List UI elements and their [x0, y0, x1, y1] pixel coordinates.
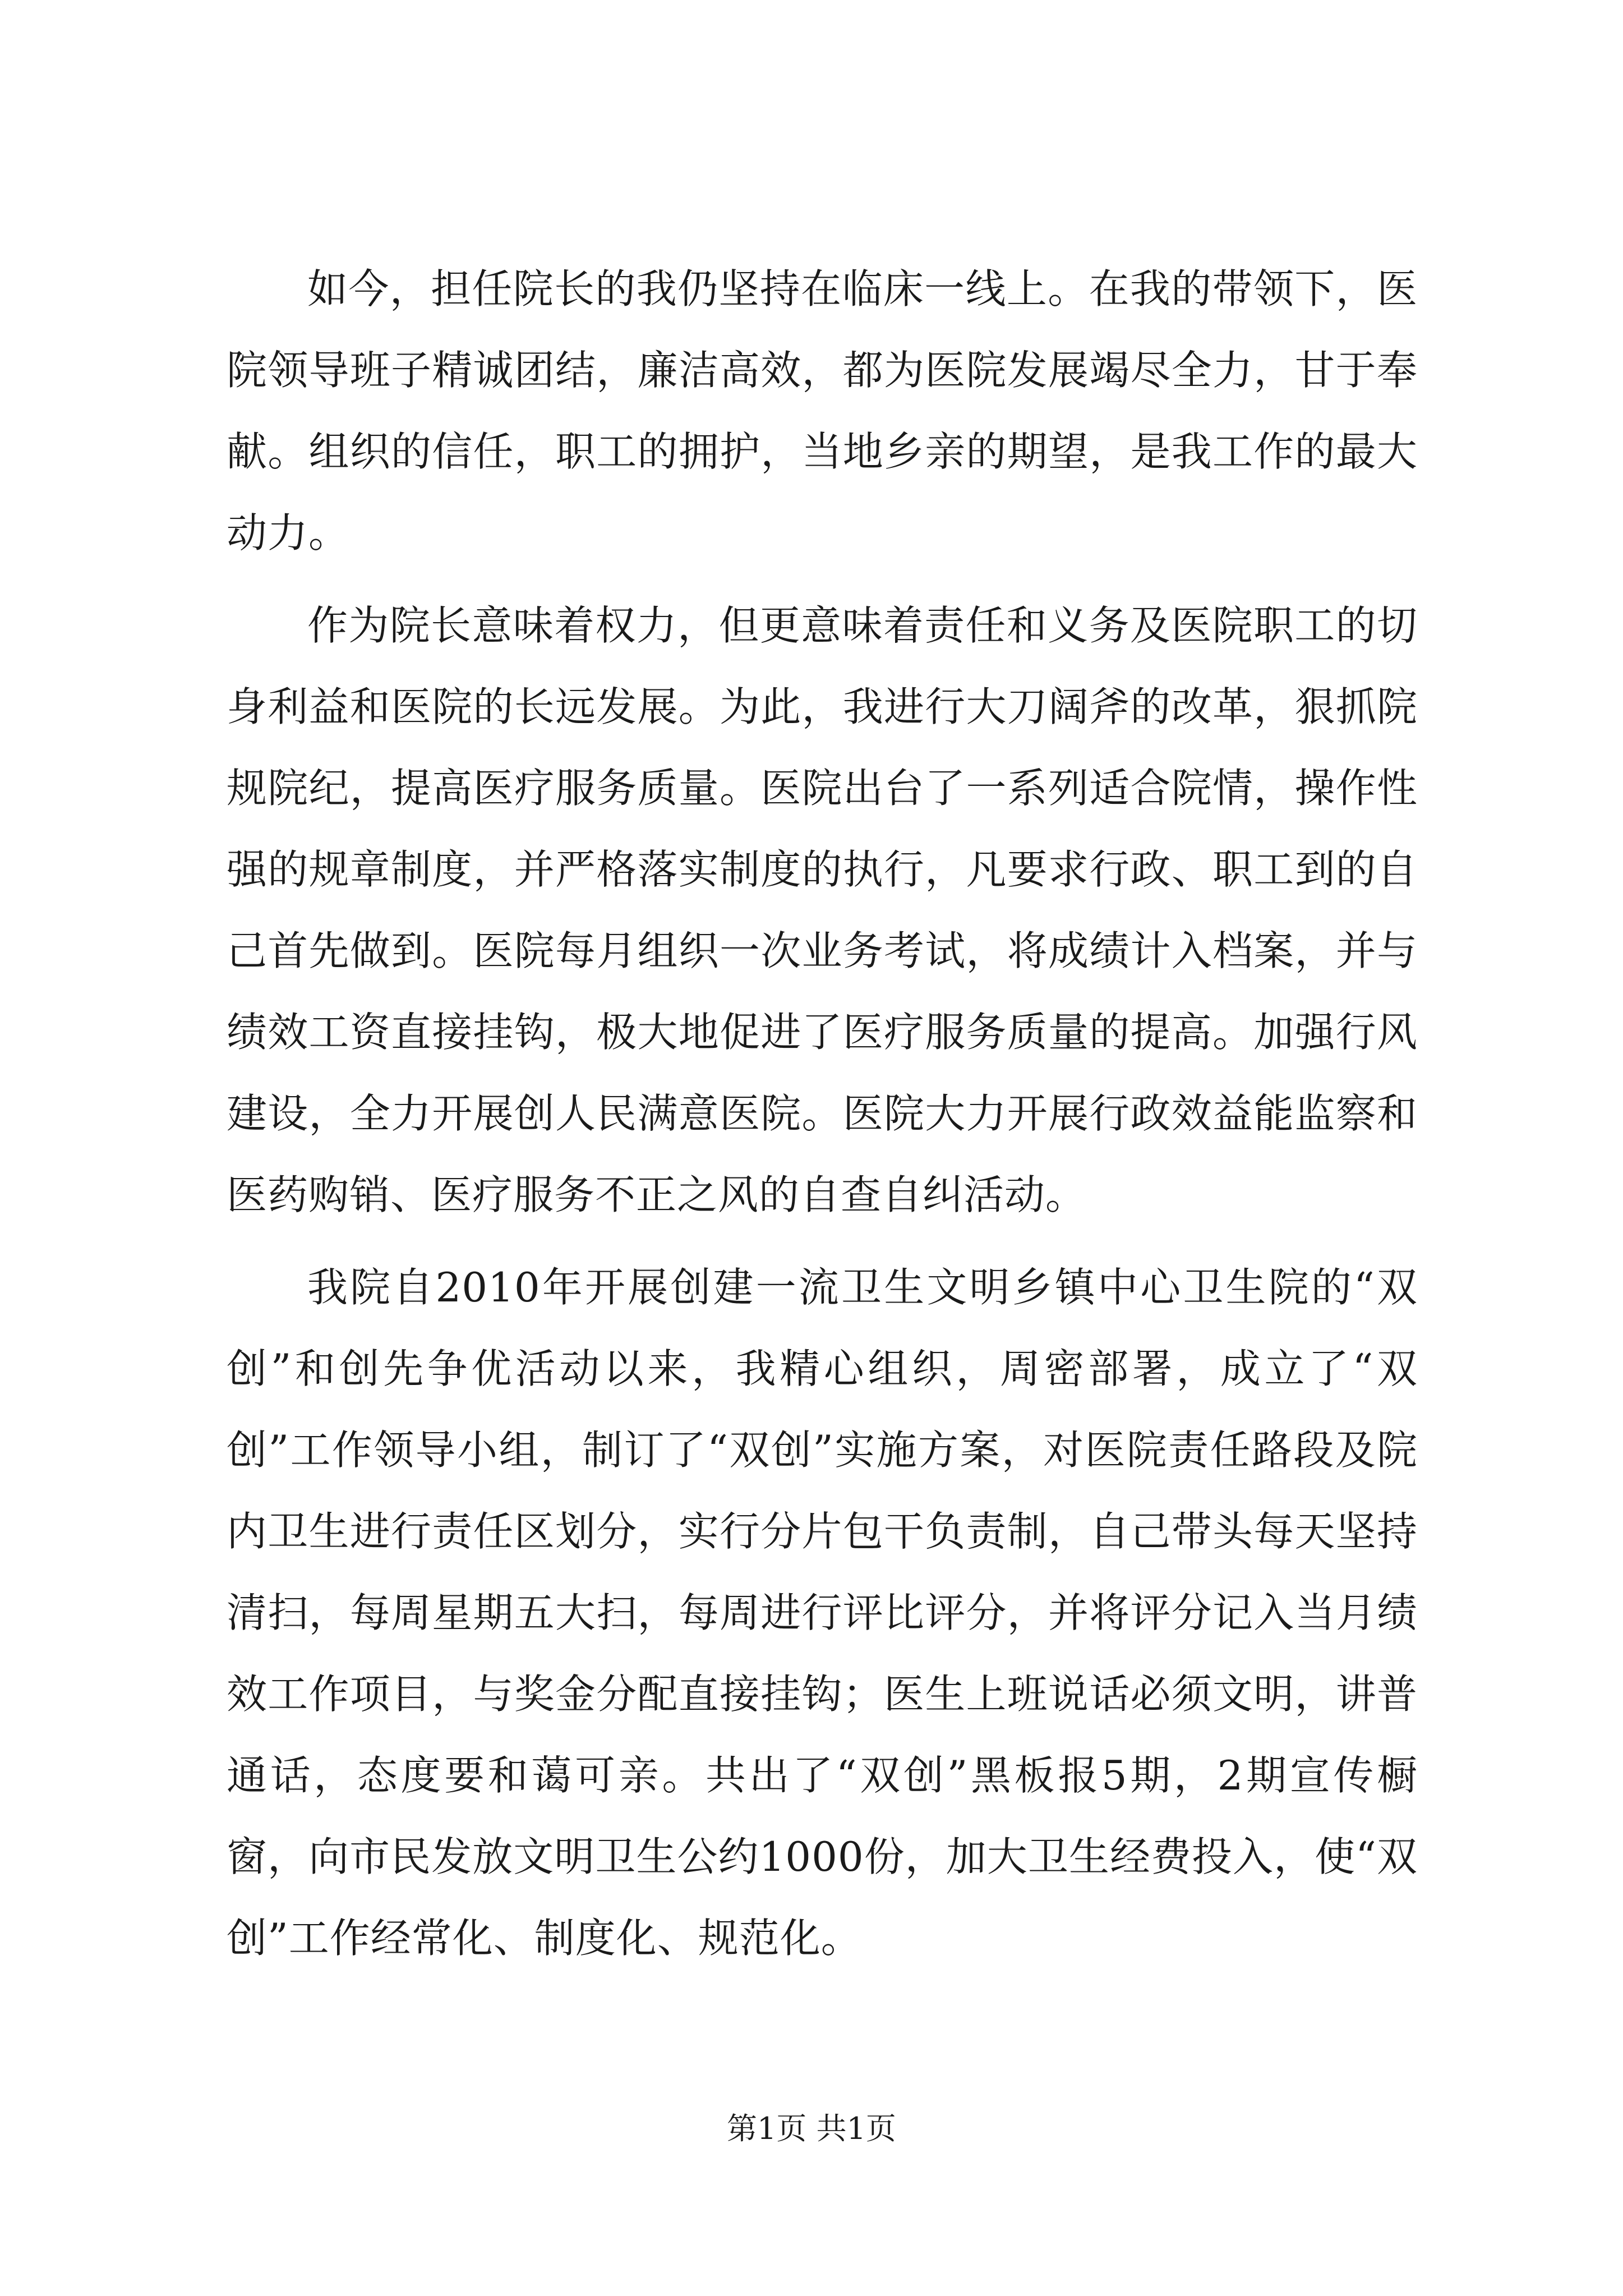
page-footer: 第1页 共1页 [727, 2111, 896, 2146]
paragraph-1: 如今，担任院长的我仍坚持在临床一线上。在我的带领下，医院领导班子精诚团结，廉洁高效，都为医院发展竭尽全力，甘于奉献。组织的信任，职工的拥护，当地乡亲的期望，是我工作的最大动力。 [227, 265, 1418, 556]
document-body [227, 249, 1418, 1990]
paragraph-3: 我院自2010年开展创建一流卫生文明乡镇中心卫生院的“双创”和创先争优活动以来，我精心组织，周密部署，成立了“双创”工作领导小组，制订了“双创”实施方案，对医院责任路段及院内卫生进行责任区划分，实行分片包干负责制，自己带头每天坚持清扫，每周星期五大扫，每周进行评比评分，并将评分记入当月绩效工作项目，与奖金分配直接挂钩；医生上班说话必须文明，讲普通话，态度要和蔼可亲。共出了“双创”黑板报5期，2期宣传橱窗，向市民发放文明卫生公约1000份，加大卫生经费投入，使“双创”工作经常化、制度化、规范化。 [227, 1264, 1418, 1962]
paragraph-2: 作为院长意味着权力，但更意味着责任和义务及医院职工的切身利益和医院的长远发展。为此，我进行大刀阔斧的改革，狠抓院规院纪，提高医疗服务质量。医院出台了一系列适合院情，操作性强的规章制度，并严格落实制度的执行，凡要求行政、职工到的自己首先做到。医院每月组织一次业务考试，将成绩计入档案，并与绩效工资直接挂钩，极大地促进了医疗服务质量的提高。加强行风建设，全力开展创人民满意医院。医院大力开展行政效益能监察和医药购销、医疗服务不正之风的自查自纠活动。 [227, 602, 1418, 1218]
